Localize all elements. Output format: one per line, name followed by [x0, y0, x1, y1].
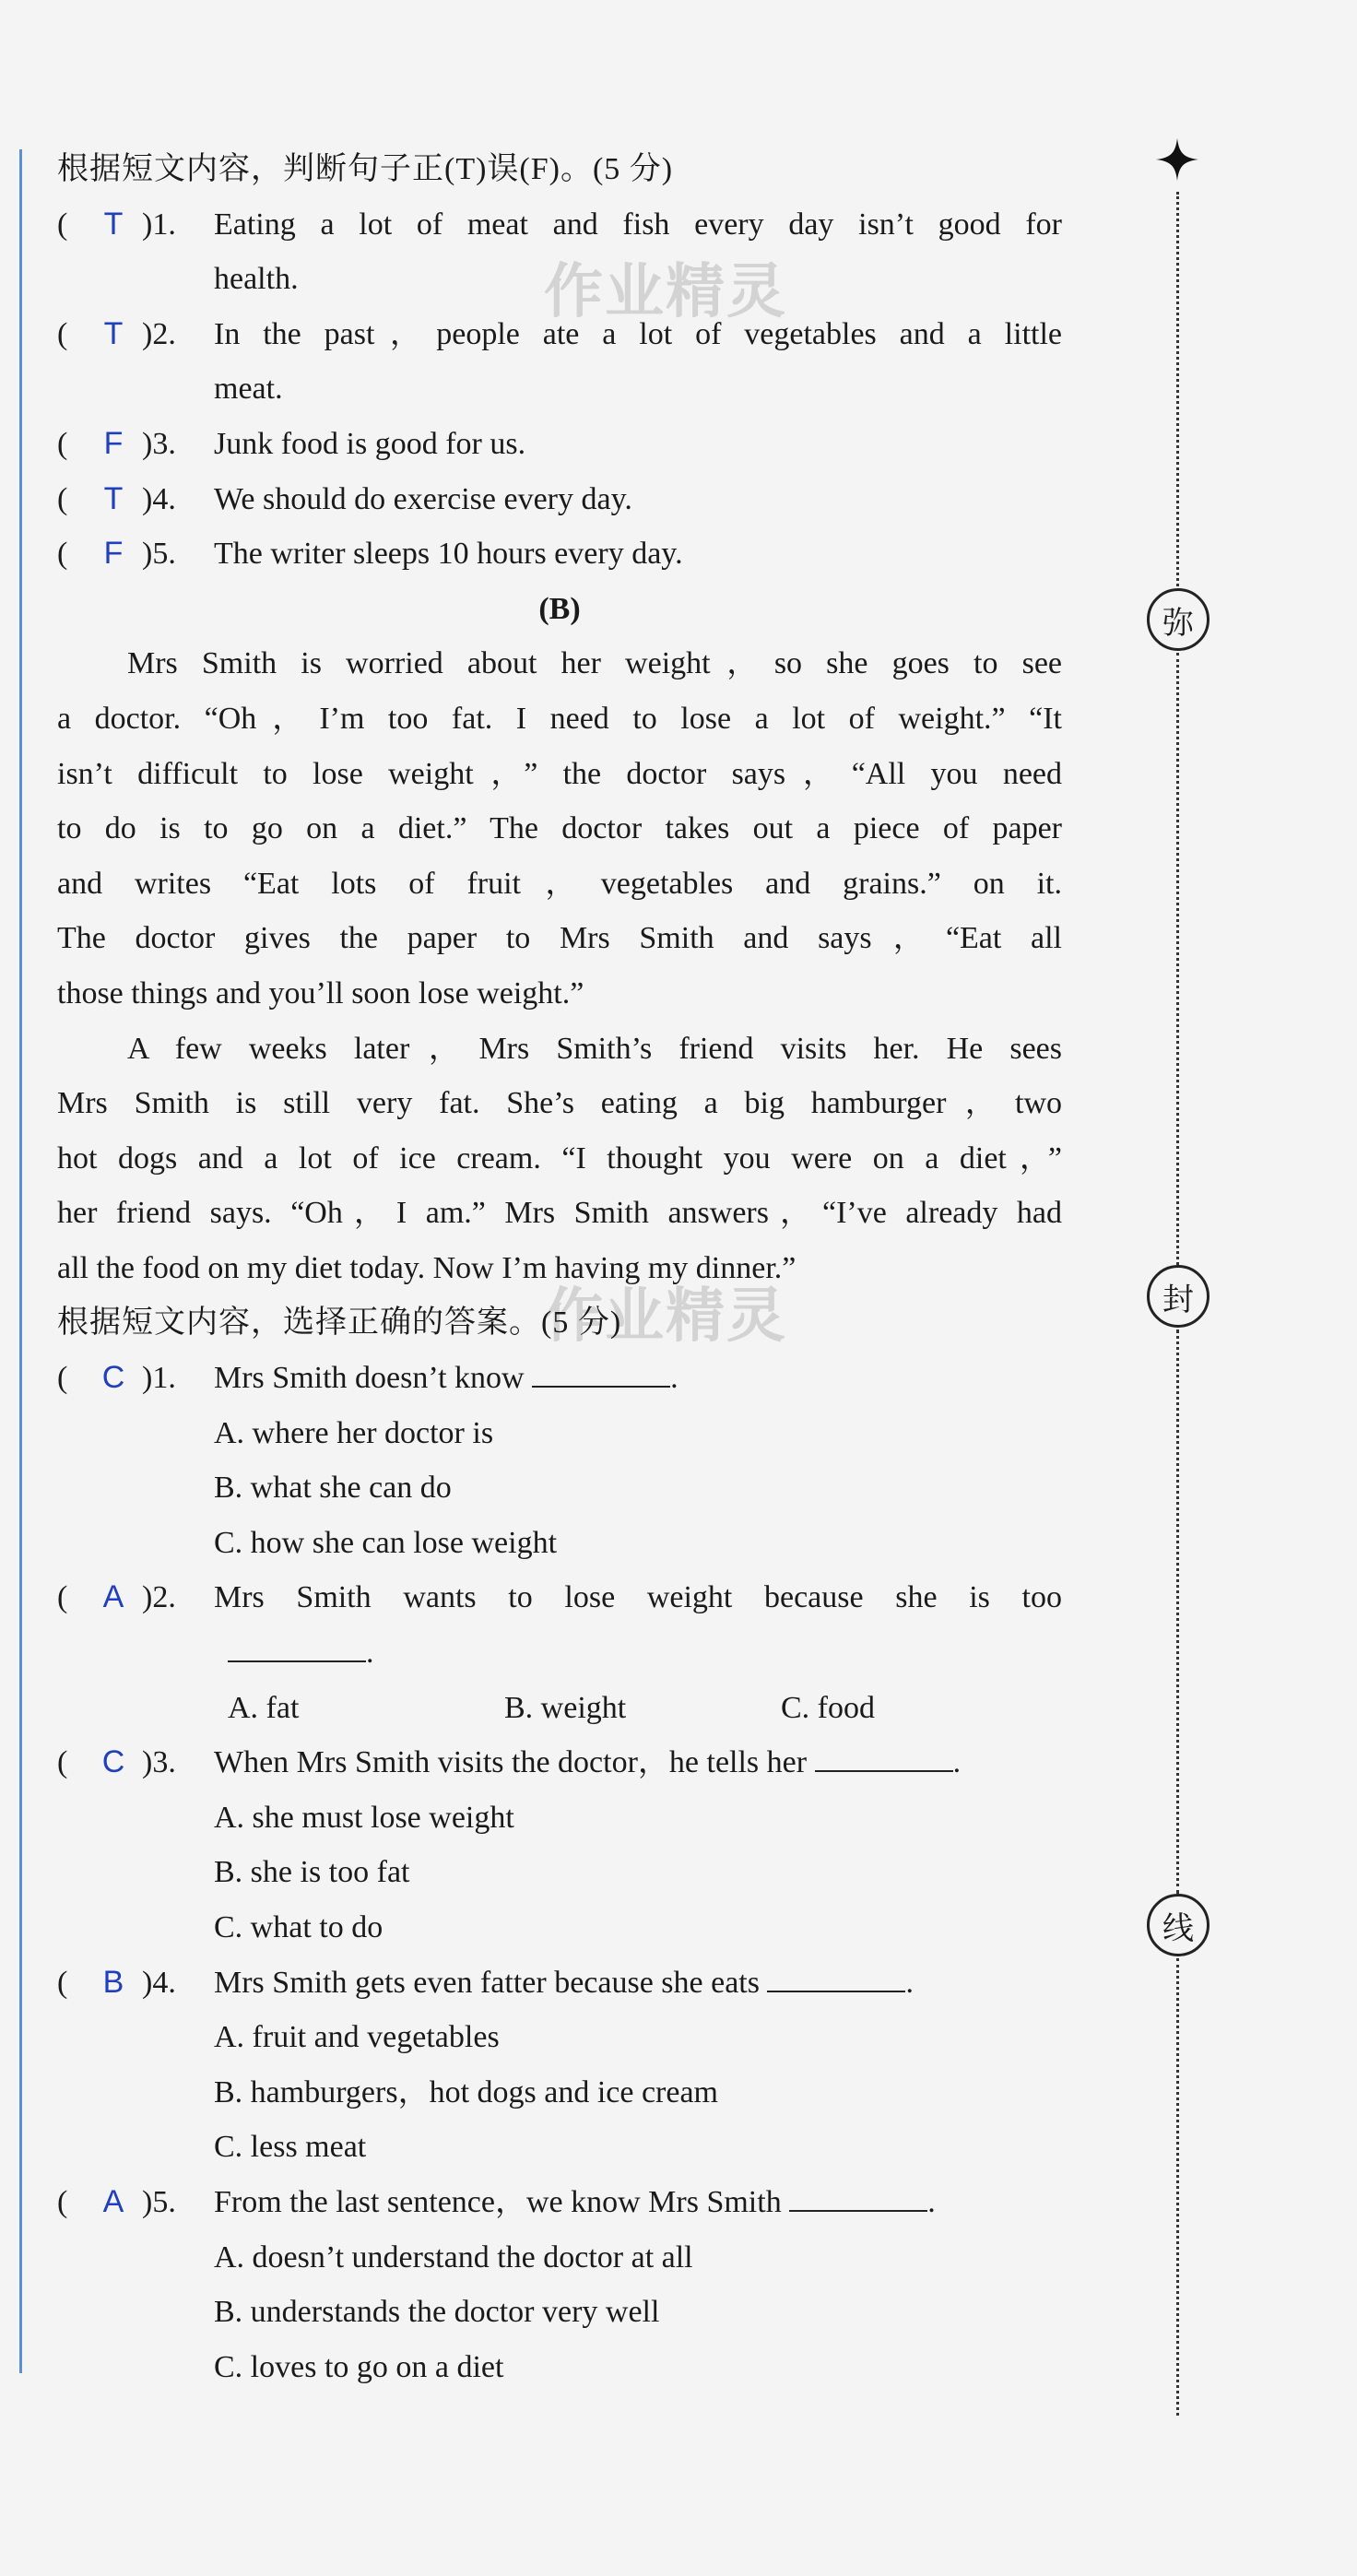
question-number: )5. — [142, 2184, 176, 2219]
question-number: )2. — [142, 1580, 176, 1615]
passage-line: to do is to go on a diet.” The doctor takes out a piece of paper — [57, 811, 1062, 846]
answer-blank — [767, 1963, 905, 1992]
question-text: In the past，people ate a lot of vegetables and a little — [214, 316, 1062, 351]
option-c: C. food — [781, 1690, 875, 1725]
binding-margin — [1162, 138, 1194, 2416]
worksheet-content — [57, 142, 1062, 2394]
tf-question-3: ( F )3. Junk food is good for us. — [57, 417, 1062, 472]
passage-paragraph-2 — [57, 1022, 1062, 1296]
option-c: C. what to do — [214, 1910, 384, 1944]
answer-mark: B — [102, 1964, 124, 2000]
question-number: )1. — [142, 207, 176, 242]
seal-xian: 线 — [1147, 1894, 1210, 1956]
question-number: )4. — [142, 1965, 176, 2000]
question-number: )4. — [142, 481, 176, 516]
question-text: Mrs Smith doesn’t know — [214, 1361, 525, 1396]
part-a-instruction: 根据短文内容，判断句子正(T)误(F)。(5 分) — [57, 152, 674, 186]
question-text: We should do exercise every day. — [214, 481, 632, 516]
option-b: B. weight — [504, 1690, 627, 1725]
question-number: )2. — [142, 316, 176, 351]
question-text-continued: . — [57, 1625, 1062, 1681]
question-text-continued: meat. — [214, 372, 283, 407]
passage-line: isn’t difficult to lose weight，” the doctor says，“All you need — [57, 756, 1062, 791]
option-c: C. loves to go on a diet — [214, 2349, 504, 2384]
question-text: Junk food is good for us. — [214, 426, 526, 461]
passage-line: her friend says. “Oh，I am.” Mrs Smith answers，“I’ve already had — [57, 1196, 1062, 1231]
star-icon — [1156, 138, 1198, 181]
answer-mark: T — [103, 206, 124, 242]
passage-paragraph-1 — [57, 636, 1062, 1021]
option-a: A. where her doctor is — [214, 1415, 494, 1450]
left-margin-rule — [19, 149, 22, 2373]
question-text: Eating a lot of meat and fish every day isn’t good for — [214, 207, 1062, 242]
question-text-continued: health. — [214, 262, 299, 297]
tf-question-5: ( F )5. The writer sleeps 10 hours every day. — [57, 526, 1062, 582]
tf-question-2: ( T )2. In the past，people ate a lot of vegetables and a little — [57, 307, 1062, 362]
answer-mark: T — [103, 315, 124, 351]
passage-line: a doctor. “Oh，I’m too fat. I need to lose a lot of weight.” “It — [57, 701, 1062, 736]
mc-question-1: ( C )1. Mrs Smith doesn’t know . — [57, 1351, 1062, 1406]
answer-mark: F — [103, 536, 124, 572]
answer-mark: C — [101, 1360, 125, 1396]
watermark-top: 作业精灵 — [544, 258, 787, 326]
seal-mi: 弥 — [1147, 588, 1210, 651]
answer-mark: T — [103, 480, 124, 516]
passage-line: Mrs Smith is worried about her weight，so she goes to see — [127, 646, 1062, 681]
option-a: A. doesn’t understand the doctor at all — [214, 2239, 693, 2275]
seal-feng: 封 — [1147, 1265, 1210, 1328]
passage-line: hot dogs and a lot of ice cream. “I thought you were on a diet，” — [57, 1140, 1062, 1176]
passage-line: The doctor gives the paper to Mrs Smith and says，“Eat all — [57, 921, 1062, 956]
answer-blank — [789, 2182, 927, 2212]
passage-line: and writes “Eat lots of fruit，vegetables and grains.” on it. — [57, 866, 1062, 901]
tf-question-1: ( T )1. Eating a lot of meat and fish every day isn’t good for — [57, 197, 1062, 253]
answer-blank — [815, 1743, 953, 1772]
answer-mark: C — [101, 1744, 125, 1780]
question-text: When Mrs Smith visits the doctor，he tells her — [214, 1745, 808, 1780]
question-text: Mrs Smith wants to lose weight because she is too — [214, 1580, 1062, 1615]
passage-line: all the food on my diet today. Now I’m having my dinner.” — [57, 1250, 796, 1285]
dotted-cut-line — [1176, 192, 1179, 636]
question-text: The writer sleeps 10 hours every day. — [214, 537, 683, 572]
watermark-middle: 作业精灵 — [544, 1282, 787, 1351]
option-b: B. what she can do — [214, 1471, 452, 1506]
passage-line: those things and you’ll soon lose weight.” — [57, 975, 584, 1010]
answer-mark: F — [103, 425, 124, 461]
question-number: )1. — [142, 1361, 176, 1396]
dotted-cut-line — [1176, 653, 1179, 1265]
question-number: )3. — [142, 426, 176, 461]
part-b-instruction: 根据短文内容，选择正确的答案。(5 分) — [57, 1306, 622, 1341]
option-c: C. less meat — [214, 2130, 367, 2165]
inline-options — [57, 1681, 1062, 1736]
answer-mark: A — [102, 1579, 124, 1615]
option-a: A. fruit and vegetables — [214, 2020, 500, 2055]
mc-question-5: ( A )5. From the last sentence，we know Mrs Smith . — [57, 2175, 1062, 2230]
passage-line: A few weeks later，Mrs Smith’s friend visits her. He sees — [127, 1031, 1062, 1066]
answer-mark: A — [102, 2183, 124, 2219]
mc-question-2: ( A )2. Mrs Smith wants to lose weight because she is too — [57, 1570, 1062, 1625]
question-number: )3. — [142, 1745, 176, 1780]
mc-question-3: ( C )3. When Mrs Smith visits the doctor，he tells her . — [57, 1735, 1062, 1790]
answer-blank — [532, 1358, 670, 1388]
option-a: A. fat — [228, 1690, 300, 1725]
option-b: B. hamburgers，hot dogs and ice cream — [214, 2074, 719, 2109]
mc-question-4: ( B )4. Mrs Smith gets even fatter because she eats . — [57, 1956, 1062, 2011]
dotted-cut-line — [1176, 1958, 1179, 2416]
dotted-cut-line — [1176, 1329, 1179, 1894]
answer-blank — [228, 1633, 366, 1662]
section-b-heading: (B) — [538, 591, 581, 626]
option-b: B. she is too fat — [214, 1855, 410, 1890]
option-a: A. she must lose weight — [214, 1800, 514, 1835]
option-b: B. understands the doctor very well — [214, 2295, 660, 2330]
option-c: C. how she can lose weight — [214, 1525, 558, 1560]
question-text: From the last sentence，we know Mrs Smith — [214, 2184, 782, 2219]
question-text: Mrs Smith gets even fatter because she eats — [214, 1965, 760, 2000]
tf-question-4: ( T )4. We should do exercise every day. — [57, 472, 1062, 527]
passage-line: Mrs Smith is still very fat. She’s eating a big hamburger，two — [57, 1086, 1062, 1121]
question-number: )5. — [142, 537, 176, 572]
